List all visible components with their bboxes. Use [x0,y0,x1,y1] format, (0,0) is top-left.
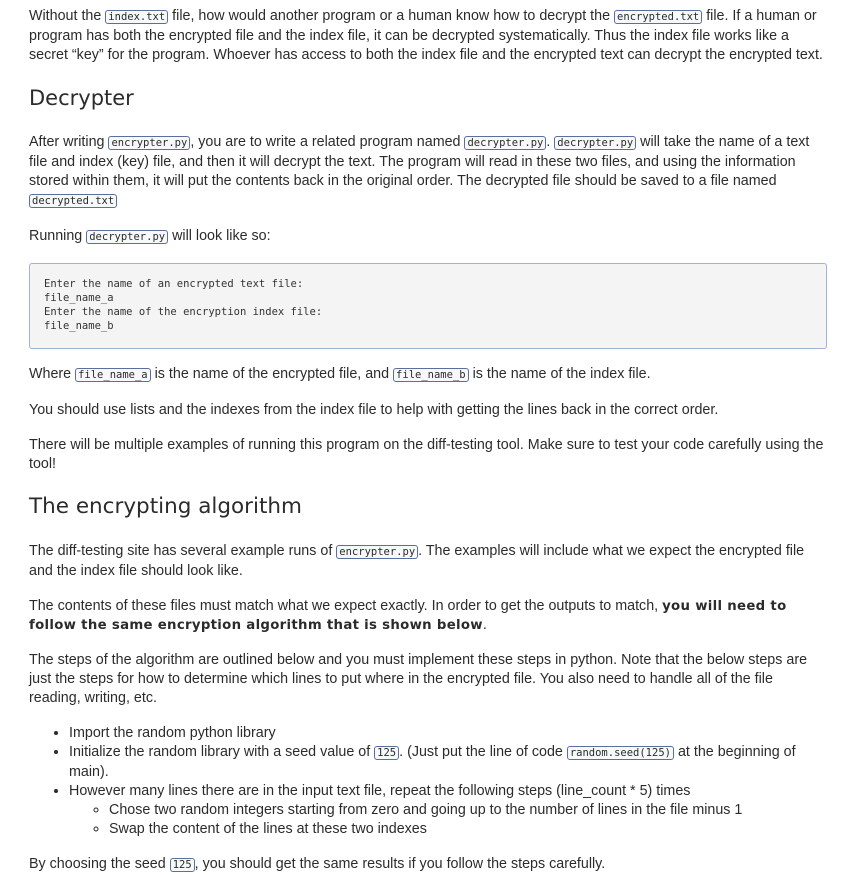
list-item: ◦ Chose two random integers starting from zero and going up to the number of lines in the file minus 1 [109,801,827,820]
list-item: • Initialize the random library with a seed value of 125 . (Just put the line of code random.seed(125) at the beginning of main). [69,743,827,782]
decrypter-paragraph: After writing encrypter.py , you are to write a related program named decrypter.py . decrypter.py will take the name of a text file and index (key) file, and then it will decrypt the text. The program will read in these two files, and using the information stored within them, it will put the contents back in the original order. The decrypted file should be saved to a file named decrypted.txt [29,134,810,207]
inline-code: 125 [170,858,195,872]
list-item: • Import the random python library [69,724,827,743]
diff-testing-paragraph: There will be multiple examples of running this program on the diff-testing tool. Make sure to test your code carefully using the tool! [29,437,824,472]
inline-code: decrypter.py [86,230,168,244]
inline-code: encrypter.py [108,136,190,150]
inline-code: file_name_b [393,368,469,382]
inline-code: decrypter.py [554,136,636,150]
emphasis-text: you will need to follow the same encryption algorithm that is shown below [29,599,787,633]
algorithm-intro-paragraph: The diff-testing site has several example runs of encrypter.py . The examples will include what we expect the encrypted file and the index file should look like. [29,543,805,579]
list-item: ◦ Swap the content of the lines at these two indexes [109,820,827,839]
sub-steps-list [69,801,827,839]
intro-paragraph: Without the index.txt file, how would another program or a human know how to decrypt the encrypted.txt file. If a human or program has both the encrypted file and the index file, it can be decrypted systematically. Thus the index file works like a secret “key” for the program. Whoever has access to both the index file and the encrypted text can decrypt the encrypted text. [29,8,823,63]
inline-code: 125 [374,746,399,760]
list-item: • However many lines there are in the input text file, repeat the following steps (line_count * 5) times ◦ Chose two random integers starting from zero and going up to the number of lines in the file minus 1 ◦ Swap the content of the lines at these two indexes [69,782,827,839]
lists-paragraph: You should use lists and the indexes from the index file to help with getting the lines back in the correct order. [29,402,719,418]
section-heading-algorithm: The encrypting algorithm [29,494,302,519]
seed-paragraph: By choosing the seed 125 , you should get the same results if you follow the steps carefully. [29,856,606,872]
section-heading-decrypter: Decrypter [29,86,134,110]
inline-code: decrypted.txt [29,194,117,208]
where-paragraph: Where file_name_a is the name of the encrypted file, and file_name_b is the name of the index file. [29,366,651,382]
steps-list [29,724,827,839]
steps-intro-paragraph: The steps of the algorithm are outlined below and you must implement these steps in python. Note that the below steps are just the steps for how to determine which lines to put where in the encrypted file. You also need to handle all of the file reading, writing, etc. [29,652,808,706]
running-paragraph: Running decrypter.py will look like so: [29,228,271,244]
inline-code: encrypter.py [336,545,418,559]
inline-code: random.seed(125) [567,746,674,760]
code-block: Enter the name of an encrypted text file: file_name_a Enter the name of the encryption index file: file_name_b [29,263,827,349]
inline-code: file_name_a [75,368,151,382]
match-paragraph: The contents of these files must match what we expect exactly. In order to get the outputs to match, you will need to follow the same encryption algorithm that is shown below. [29,598,787,633]
inline-code: index.txt [105,10,168,24]
inline-code: encrypted.txt [614,10,702,24]
inline-code: decrypter.py [464,136,546,150]
